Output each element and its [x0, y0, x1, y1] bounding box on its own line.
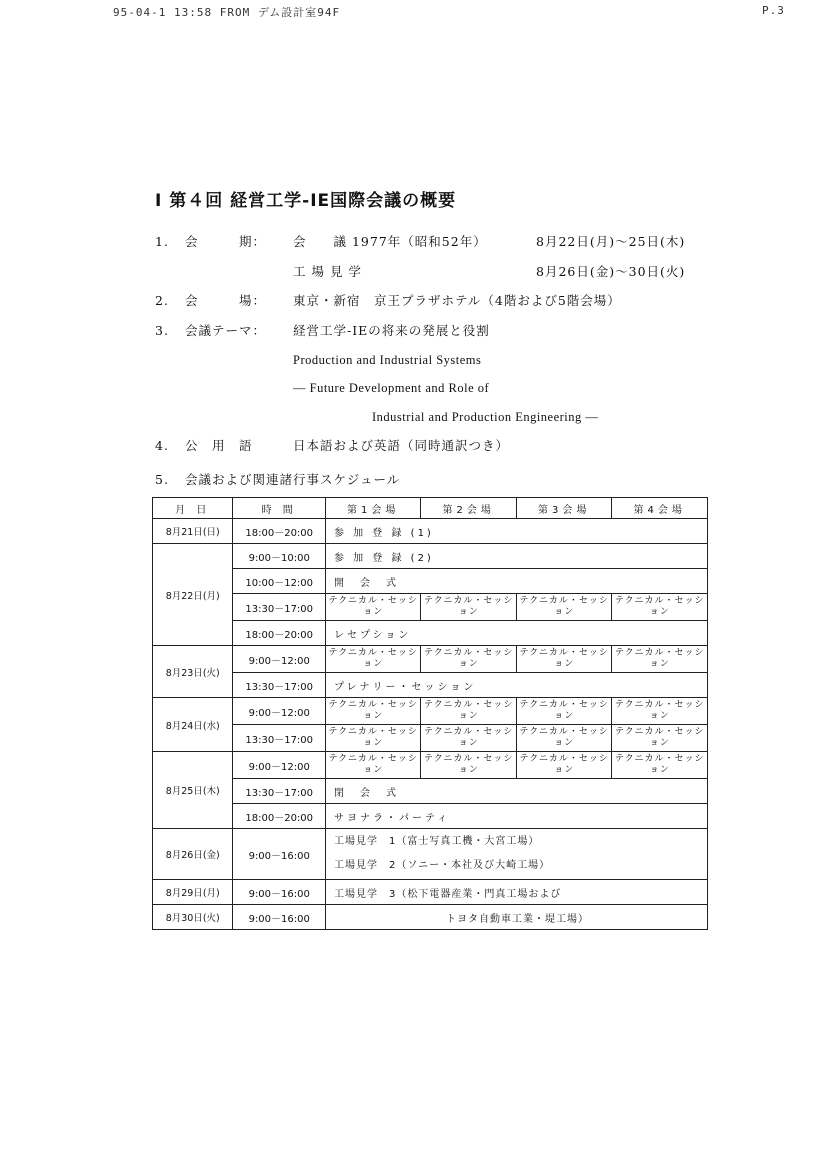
session-cell: テクニカル・セッション	[325, 646, 421, 673]
session-cell: テクニカル・セッション	[325, 725, 421, 752]
table-row	[153, 905, 708, 930]
time-cell: 18:00－20:00	[233, 804, 325, 829]
session-period: 会 議 1977年（昭和52年）	[293, 234, 487, 249]
session-cell: テクニカル・セッション	[421, 752, 517, 779]
header-room-1: 第1会場	[325, 498, 421, 519]
languages: 日本語および英語（同時通訳つき）	[293, 438, 510, 453]
item-label: 会議テーマ：	[185, 323, 267, 338]
table-row	[153, 544, 708, 569]
time-cell: 18:00－20:00	[233, 519, 325, 544]
time-cell: 13:30－17:00	[233, 725, 325, 752]
tour-period: 工 場 見 学	[293, 264, 362, 279]
date-cell: 8月21日(日)	[153, 519, 233, 544]
session-cell: テクニカル・セッション	[421, 725, 517, 752]
table-row	[153, 725, 708, 752]
session-cell: テクニカル・セッション	[325, 752, 421, 779]
event-cell: レセプション	[325, 621, 707, 646]
session-cell: テクニカル・セッション	[421, 698, 517, 725]
theme-en-line-1: Production and Industrial Systems	[293, 353, 482, 367]
event-cell: 閉 会 式	[325, 779, 707, 804]
table-row	[153, 752, 708, 779]
event-cell: サヨナラ・パーティ	[325, 804, 707, 829]
date-cell: 8月23日(火)	[153, 646, 233, 698]
time-cell: 9:00－12:00	[233, 752, 325, 779]
time-cell: 13:30－17:00	[233, 673, 325, 698]
header-room-4: 第4会場	[612, 498, 708, 519]
table-row	[153, 621, 708, 646]
item-number: 4.	[155, 438, 169, 453]
venue: 東京・新宿 京王プラザホテル（4階および5階会場）	[293, 293, 621, 308]
header-time: 時 間	[233, 498, 325, 519]
table-row	[153, 519, 708, 544]
item-label: 会 期：	[185, 234, 267, 249]
session-cell: テクニカル・セッション	[516, 752, 612, 779]
session-cell: テクニカル・セッション	[516, 646, 612, 673]
session-cell: テクニカル・セッション	[421, 594, 517, 621]
time-cell: 9:00－16:00	[233, 880, 325, 905]
header-date: 月 日	[153, 498, 233, 519]
session-cell: テクニカル・セッション	[612, 646, 708, 673]
date-cell: 8月30日(火)	[153, 905, 233, 930]
item-label: 公 用 語	[185, 438, 253, 453]
date-cell: 8月24日(水)	[153, 698, 233, 752]
session-cell: テクニカル・セッション	[516, 698, 612, 725]
item-number: 1.	[155, 234, 169, 249]
table-row	[153, 829, 708, 880]
theme-jp: 経営工学-IEの将来の発展と役割	[293, 323, 490, 338]
schedule-table	[152, 497, 708, 930]
page-title: Ⅰ 第４回 経営工学-IE国際会議の概要	[155, 191, 457, 211]
session-cell: テクニカル・セッション	[612, 752, 708, 779]
tour-1: 工場見学 1（富士写真工機・大宮工場）	[333, 836, 540, 847]
event-cell: 開 会 式	[325, 569, 707, 594]
session-dates: 8月22日(月)〜25日(木)	[536, 234, 686, 249]
item-label: 会 場：	[185, 293, 267, 308]
event-cell: 工場見学 3（松下電器産業・門真工場および	[325, 880, 707, 905]
session-cell: テクニカル・セッション	[612, 698, 708, 725]
item-number: 5.	[155, 472, 169, 487]
event-cell: 参 加 登 録 (2)	[325, 544, 707, 569]
item-1	[155, 232, 293, 250]
event-cell: プレナリー・セッション	[325, 673, 707, 698]
item-4	[155, 436, 509, 454]
theme-en-line-3: Industrial and Production Engineering —	[372, 410, 599, 424]
session-cell: テクニカル・セッション	[612, 725, 708, 752]
table-row	[153, 569, 708, 594]
fax-header-right: P.3	[762, 4, 785, 17]
table-row	[153, 880, 708, 905]
item-3	[155, 321, 490, 339]
session-cell: テクニカル・セッション	[421, 646, 517, 673]
table-row	[153, 779, 708, 804]
item-number: 3.	[155, 323, 169, 338]
theme-en-line-2: — Future Development and Role of	[293, 381, 490, 395]
time-cell: 18:00－20:00	[233, 621, 325, 646]
table-row	[153, 594, 708, 621]
session-cell: テクニカル・セッション	[325, 594, 421, 621]
time-cell: 9:00－16:00	[233, 829, 325, 880]
item-label: 会議および関連諸行事スケジュール	[185, 472, 401, 487]
table-row	[153, 646, 708, 673]
date-cell: 8月29日(月)	[153, 880, 233, 905]
time-cell: 9:00－12:00	[233, 698, 325, 725]
time-cell: 9:00－16:00	[233, 905, 325, 930]
date-cell: 8月22日(月)	[153, 544, 233, 646]
date-cell: 8月25日(木)	[153, 752, 233, 829]
time-cell: 13:30－17:00	[233, 594, 325, 621]
session-cell: テクニカル・セッション	[516, 725, 612, 752]
header-room-2: 第2会場	[421, 498, 517, 519]
item-number: 2.	[155, 293, 169, 308]
session-cell: テクニカル・セッション	[325, 698, 421, 725]
session-cell: テクニカル・セッション	[612, 594, 708, 621]
event-cell: トヨタ自動車工業・堤工場）	[325, 905, 707, 930]
time-cell: 9:00－10:00	[233, 544, 325, 569]
time-cell: 9:00－12:00	[233, 646, 325, 673]
time-cell: 10:00－12:00	[233, 569, 325, 594]
date-cell: 8月26日(金)	[153, 829, 233, 880]
table-row	[153, 804, 708, 829]
tour-2: 工場見学 2（ソニー・本社及び大崎工場）	[333, 860, 551, 871]
table-row	[153, 698, 708, 725]
tour-dates: 8月26日(金)〜30日(火)	[536, 264, 686, 279]
header-room-3: 第3会場	[516, 498, 612, 519]
time-cell: 13:30－17:00	[233, 779, 325, 804]
table-row	[153, 673, 708, 698]
fax-header-left: 95-04-1 13:58 FROM デム設計室94F	[113, 6, 341, 19]
session-cell: テクニカル・セッション	[516, 594, 612, 621]
item-5	[155, 470, 400, 488]
table-header-row	[153, 498, 708, 519]
item-2	[155, 291, 621, 309]
event-cell	[325, 829, 707, 880]
event-cell: 参 加 登 録 (1)	[325, 519, 707, 544]
